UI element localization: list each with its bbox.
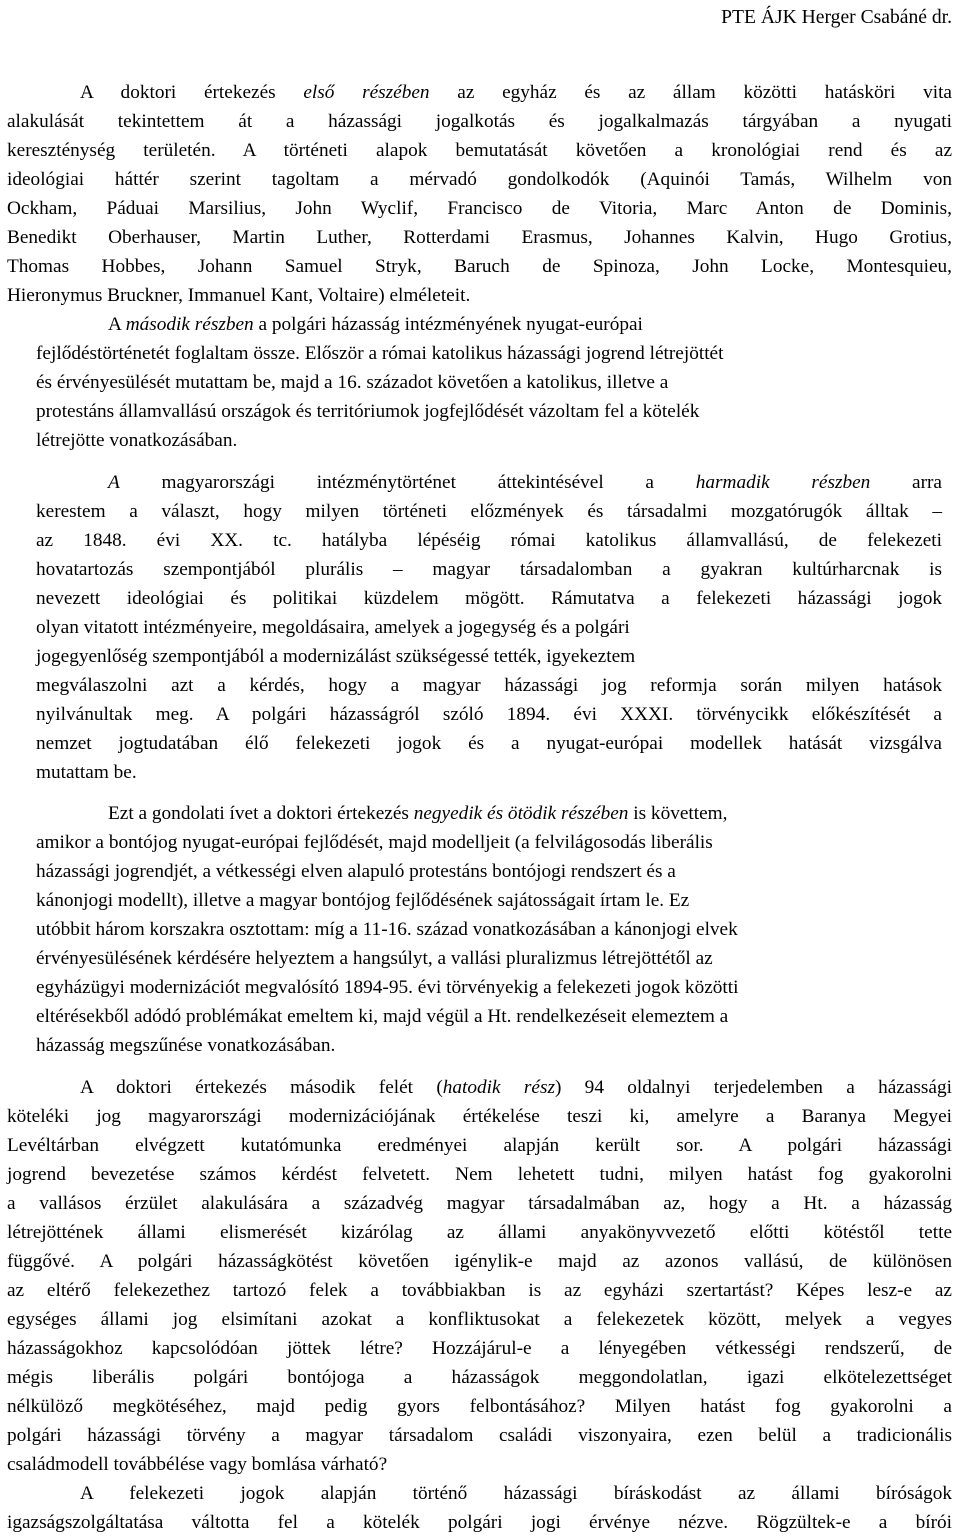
- text-line: amikor a bontójog nyugat-európai fejlődését, majd modelljeit (a felvilágosodás liberális: [36, 832, 713, 853]
- text-line: létrejöttének állami elismerését kizárólag az állami anyakönyvvezető előtti kötéstől tette: [7, 1222, 952, 1243]
- text-line: egyházügyi modernizációt megvalósító 1894-95. évi törvényekig a felekezeti jogok közötti: [36, 977, 739, 998]
- text-line: protestáns államvallású országok és territóriumok jogfejlődését vázoltam fel a kötelék: [36, 401, 700, 422]
- paragraph-part-six: [7, 1073, 952, 1479]
- text-line: utóbbit három korszakra osztottam: míg a 11-16. század vonatkozásában a kánonjogi elvek: [36, 919, 738, 940]
- text-line: házasságokhoz kapcsolódóan jöttek létre? Hozzájárul-e a lényegében vétkességi rendszerű, de: [7, 1338, 952, 1359]
- text-line: kereszténység területén. A történeti alapok bemutatását követően a kronológiai rend és az: [7, 140, 952, 161]
- text-line: a vallásos érzület alakulására a századvég magyar társadalmában az, hogy a Ht. a házasság: [7, 1193, 952, 1214]
- text-line: érvényesülésének kérdésére helyeztem a hangsúlyt, a vallási pluralizmus létrejöttétől az: [36, 948, 713, 969]
- text-line: egységes állami jog elsimítani azokat a konfliktusokat a felekezetek között, melyek a vegyes: [7, 1309, 952, 1330]
- text-line: ideológiai háttér szerint tagoltam a mérvadó gondolkodók (Aquinói Tamás, Wilhelm von: [7, 169, 952, 190]
- paragraph-part-three: [36, 468, 942, 787]
- paragraph-part-four-five: [36, 799, 942, 1060]
- text-line: Ockham, Páduai Marsilius, John Wyclif, Francisco de Vitoria, Marc Anton de Dominis,: [7, 198, 952, 219]
- page-header: PTE ÁJK Herger Csabáné dr.: [721, 7, 952, 28]
- text-line: alakulását tekintettem át a házassági jogalkotás és jogalkalmazás tárgyában a nyugati: [7, 111, 952, 132]
- paragraph-jurisdiction: [7, 1479, 952, 1537]
- text-line: igazságszolgáltatása váltotta fel a kötelék polgári jogi érvénye nézve. Rögzültek-e a bírói: [7, 1512, 952, 1533]
- text-line: nyilvánultak meg. A polgári házasságról szóló 1894. évi XXXI. törvénycikk előkészítését a: [36, 704, 942, 725]
- emphasis: A: [108, 472, 120, 493]
- text-line: jogrend bevezetése számos kérdést felvetett. Nem lehetett tudni, milyen hatást fog gyakorolni: [7, 1164, 952, 1185]
- text-line: A felekezeti jogok alapján történő házassági bíráskodást az állami bíróságok: [80, 1483, 952, 1504]
- text-line: megválaszolni azt a kérdés, hogy a magyar házassági jog reformja során milyen hatások: [36, 675, 942, 696]
- text-line: családmodell továbbélése vagy bomlása várható?: [7, 1454, 388, 1475]
- text-line: eltérésekből adódó problémákat emeltem ki, majd végül a Ht. rendelkezéseit elemeztem a: [36, 1006, 729, 1027]
- text-line: A doktori értekezés első részében az egyház és az állam közötti hatásköri vita: [80, 82, 952, 103]
- emphasis: negyedik és ötödik részében: [413, 803, 629, 824]
- text-line: jogegyenlőség szempontjából a modernizálást szükségessé tették, igyekeztem: [36, 646, 636, 667]
- text-line: függővé. A polgári házasságkötést követően igénylik-e majd az azonos vallású, de különösen: [7, 1251, 952, 1272]
- text-line: nélkülöző megkötéséhez, majd pedig gyors felbontásához? Milyen hatást fog gyakorolni a: [7, 1396, 952, 1417]
- emphasis: első részében: [303, 82, 430, 103]
- text-line: Ezt a gondolati ívet a doktori értekezés negyedik és ötödik részében is követtem,: [108, 803, 728, 824]
- text-line: létrejötte vonatkozásában.: [36, 430, 238, 451]
- paragraph-part-one: [7, 78, 952, 310]
- text-line: A magyarországi intézménytörténet áttekintésével a harmadik részben arra: [108, 472, 942, 493]
- text-line: Levéltárban elvégzett kutatómunka eredményei alapján került sor. A polgári házassági: [7, 1135, 952, 1156]
- text-line: az 1848. évi XX. tc. hatályba lépéséig római katolikus államvallású, de felekezeti: [36, 530, 942, 551]
- emphasis: hatodik rész: [442, 1077, 555, 1098]
- emphasis: harmadik részben: [695, 472, 871, 493]
- text-line: A doktori értekezés második felét (hatodik rész) 94 oldalnyi terjedelemben a házassági: [80, 1077, 952, 1098]
- text-line: köteléki jog magyarországi modernizációjának értékelése teszi ki, amelyre a Baranya Megyei: [7, 1106, 952, 1127]
- text-line: olyan vitatott intézményeire, megoldásaira, amelyek a jogegység és a polgári: [36, 617, 630, 638]
- text-line: mutattam be.: [36, 762, 137, 783]
- text-line: házassági jogrendjét, a vétkességi elven alapuló protestáns bontójogi rendszert és a: [36, 861, 676, 882]
- emphasis: második részben: [125, 314, 254, 335]
- text-line: Hieronymus Bruckner, Immanuel Kant, Voltaire) elméleteit.: [7, 285, 471, 306]
- text-line: nevezett ideológiai és politikai küzdelem mögött. Rámutatva a felekezeti házassági jogok: [36, 588, 942, 609]
- text-line: mégis liberális polgári bontójoga a házasságok meggondolatlan, igazi elkötelezettséget: [7, 1367, 952, 1388]
- text-line: fejlődéstörténetét foglaltam össze. Először a római katolikus házassági jogrend létrejöttét: [36, 343, 724, 364]
- text-line: hovatartozás szempontjából plurális – magyar társadalomban a gyakran kultúrharcnak is: [36, 559, 942, 580]
- text-line: kánonjogi modellt), illetve a magyar bontójog fejlődésének sajátosságait írtam le. Ez: [36, 890, 690, 911]
- text-line: polgári házassági törvény a magyar társadalom családi viszonyaira, ezen belül a tradicionális: [7, 1425, 952, 1446]
- text-line: az eltérő felekezethez tartozó felek a továbbiakban is az egyházi szertartást? Képes lesz-e az: [7, 1280, 952, 1301]
- text-line: nemzet jogtudatában élő felekezeti jogok és a nyugat-európai modellek hatását vizsgálva: [36, 733, 942, 754]
- text-line: és érvényesülését mutattam be, majd a 16. századot követően a katolikus, illetve a: [36, 372, 669, 393]
- paragraph-part-two: [36, 310, 942, 455]
- text-line: A második részben a polgári házasság intézményének nyugat-európai: [108, 314, 643, 335]
- text-line: Benedikt Oberhauser, Martin Luther, Rotterdami Erasmus, Johannes Kalvin, Hugo Grotius,: [7, 227, 952, 248]
- text-line: házasság megszűnése vonatkozásában.: [36, 1035, 336, 1056]
- text-line: kerestem a választ, hogy milyen történeti előzmények és társadalmi mozgatórugók álltak –: [36, 501, 942, 522]
- text-line: Thomas Hobbes, Johann Samuel Stryk, Baruch de Spinoza, John Locke, Montesquieu,: [7, 256, 952, 277]
